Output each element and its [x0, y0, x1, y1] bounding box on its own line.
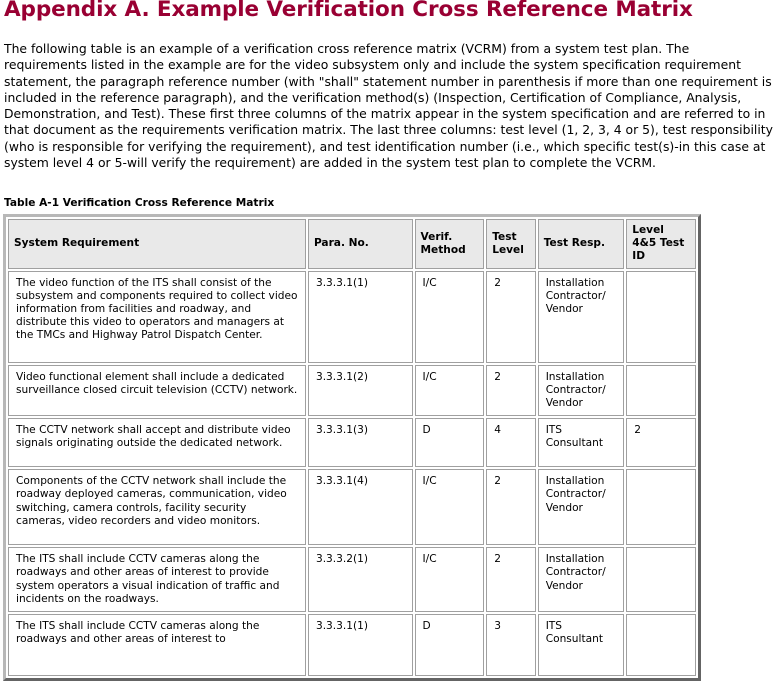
cell-test-level: 3 [486, 614, 535, 676]
cell-para-no: 3.3.3.1(1) [308, 614, 413, 676]
cell-test-resp: ITS Consultant [538, 418, 625, 467]
cell-test-level: 4 [486, 418, 535, 467]
table-row [8, 365, 696, 417]
header-test-resp: Test Resp. [538, 219, 625, 269]
header-system-requirement: System Requirement [8, 219, 306, 269]
header-test-level: Test Level [486, 219, 535, 269]
cell-para-no: 3.3.3.1(4) [308, 469, 413, 545]
cell-test-id [626, 469, 696, 545]
cell-para-no: 3.3.3.1(3) [308, 418, 413, 467]
table-caption: Table A-1 Verification Cross Reference Matrix [4, 197, 275, 209]
cell-test-level: 2 [486, 547, 535, 612]
cell-requirement: Components of the CCTV network shall include the roadway deployed cameras, communication, video switching, camera controls, facility security cameras, video recorders and video monitors. [8, 469, 306, 545]
cell-verif-method: I/C [415, 365, 485, 417]
cell-verif-method: D [415, 614, 485, 676]
matrix-container [3, 214, 701, 646]
verification-matrix-table [3, 214, 701, 681]
header-test-id: Level 4&5 Test ID [626, 219, 696, 269]
cell-para-no: 3.3.3.1(2) [308, 365, 413, 417]
table-row [8, 614, 696, 676]
cell-test-resp: Installation Contractor/ Vendor [538, 365, 625, 417]
cell-test-id: 2 [626, 418, 696, 467]
cell-test-id [626, 547, 696, 612]
cell-test-level: 2 [486, 365, 535, 417]
cell-requirement: The ITS shall include CCTV cameras along the roadways and other areas of interest to provide system operators a visual indication of traffic and incidents on the roadways. [8, 547, 306, 612]
page-title: Appendix A. Example Verification Cross Reference Matrix [4, 0, 693, 22]
cell-test-id [626, 365, 696, 417]
cell-test-resp: Installation Contractor/ Vendor [538, 469, 625, 545]
header-row [8, 219, 696, 269]
table-row [8, 469, 696, 545]
intro-paragraph: The following table is an example of a verification cross reference matrix (VCRM) from a system test plan. The requirements listed in the example are for the video subsystem only and include the system specification requirement statement, the paragraph reference number (with "shall" statement number in parenthesis if more than one requirement is included in the reference paragraph), and the verification method(s) (Inspection, Certification of Compliance, Analysis, Demonstration, and Test). These first three columns of the matrix appear in the system specification and are referred to in that document as the requirements verification matrix. The last three columns: test level (1, 2, 3, 4 or 5), test responsibility (who is responsible for verifying the requirement), and test identification number (i.e., which specific test(s)-in this case at system level 4 or 5-will verify the requirement) are added in the system test plan to complete the VCRM. [4, 41, 773, 171]
cell-test-id [626, 614, 696, 676]
cell-verif-method: I/C [415, 271, 485, 363]
table-row [8, 418, 696, 467]
cell-test-resp: ITS Consultant [538, 614, 625, 676]
cell-test-resp: Installation Contractor/ Vendor [538, 547, 625, 612]
cell-requirement: The CCTV network shall accept and distribute video signals originating outside the dedicated network. [8, 418, 306, 467]
table-row [8, 271, 696, 363]
cell-para-no: 3.3.3.2(1) [308, 547, 413, 612]
cell-requirement: Video functional element shall include a dedicated surveillance closed circuit television (CCTV) network. [8, 365, 306, 417]
cell-verif-method: D [415, 418, 485, 467]
cell-test-level: 2 [486, 271, 535, 363]
header-para-no: Para. No. [308, 219, 413, 269]
cell-test-level: 2 [486, 469, 535, 545]
cell-para-no: 3.3.3.1(1) [308, 271, 413, 363]
table-row [8, 547, 696, 612]
cell-verif-method: I/C [415, 547, 485, 612]
header-verif-method: Verif. Method [415, 219, 485, 269]
cell-requirement: The video function of the ITS shall consist of the subsystem and components required to collect video information from facilities and roadway, and distribute this video to operators and managers at the TMCs and Highway Patrol Dispatch Center. [8, 271, 306, 363]
cell-verif-method: I/C [415, 469, 485, 545]
cell-test-id [626, 271, 696, 363]
cell-test-resp: Installation Contractor/ Vendor [538, 271, 625, 363]
cell-requirement: The ITS shall include CCTV cameras along the roadways and other areas of interest to [8, 614, 306, 676]
